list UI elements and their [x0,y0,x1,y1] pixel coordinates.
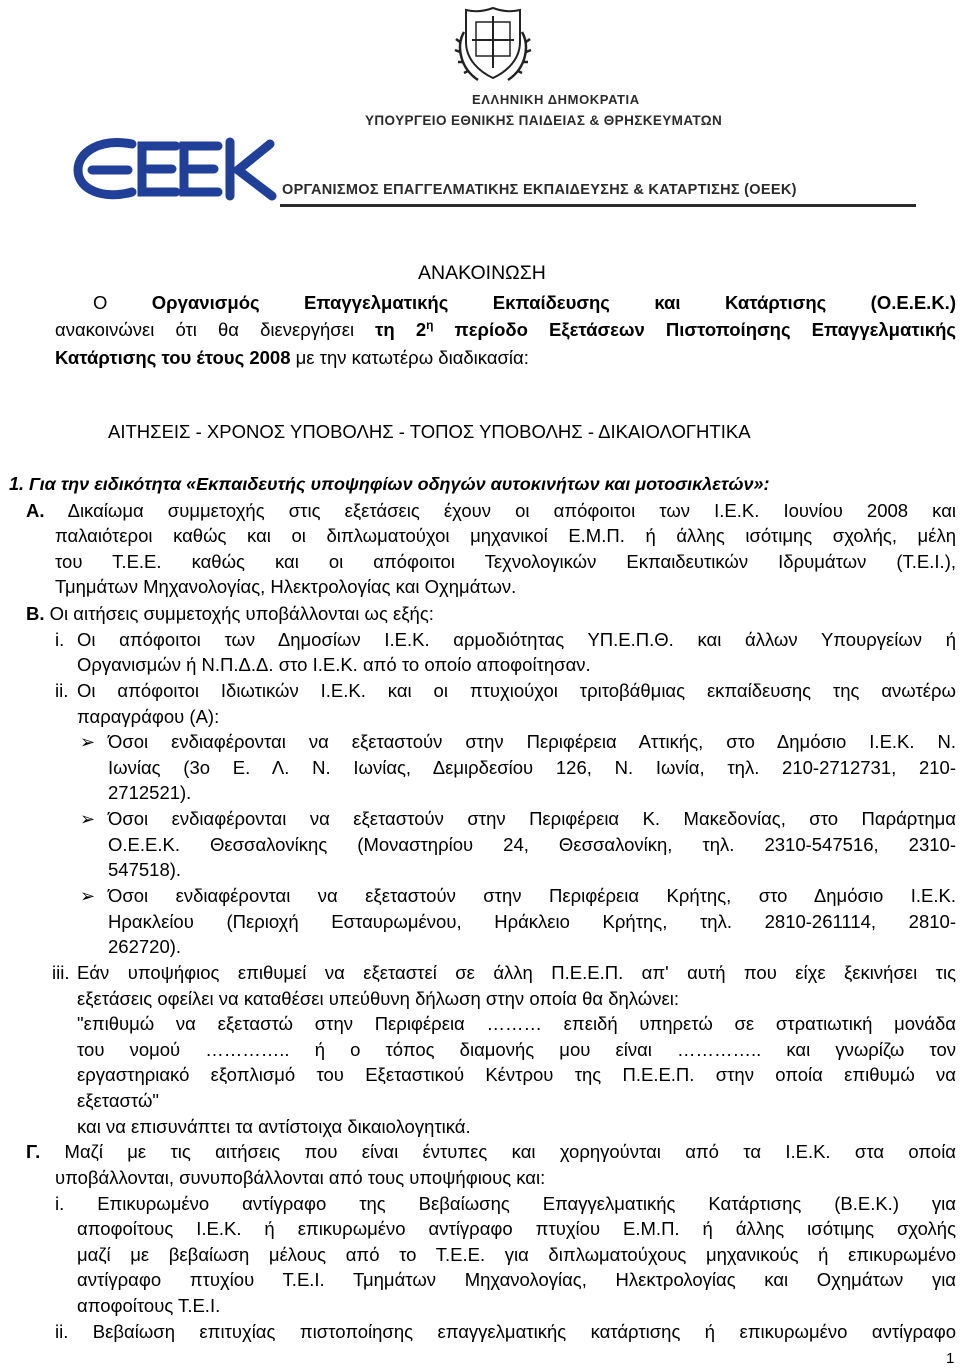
section-g-text: Μαζί με τις αιτήσεις που είναι έντυπες και χορηγούνται από τα Ι.Ε.Κ. στα οποία [40,1141,956,1162]
intro-text: Ο [93,292,152,313]
intro-text: ανακοινώνει ότι θα διενεργήσει [55,319,376,340]
item-iii-line-7: και να επισυνάπτει τα αντίστοιχα δικαιολογητικά. [77,1116,471,1137]
section-g-label: Γ. [26,1141,41,1162]
intro-line-2 [55,319,956,341]
bullet-3-line-1: Όσοι ενδιαφέρονται να εξεταστούν στην Περιφέρεια Κρήτης, στο Δημόσιο Ι.Ε.Κ. [108,885,956,906]
item-1-heading: 1. Για την ειδικότητα «Εκπαιδευτής υποψηφίων οδηγών αυτοκινήτων και μοτοσικλετών»: [9,474,770,494]
section-g-i-line-2: αποφοίτους Ι.Ε.Κ. ή επικυρωμένο αντίγραφο πτυχίου Ε.Μ.Π. ή άλλης ισότιμης σχολής [77,1218,956,1239]
page-title: ΑΝΑΚΟΙΝΩΣΗ [418,262,546,284]
section-a-line-4: Τμημάτων Μηχανολογίας, Ηλεκτρολογίας και Οχημάτων. [55,576,517,597]
bullet-2-line-1: Όσοι ενδιαφέρονται να εξεταστούν στην Περιφέρεια Κ. Μακεδονίας, στο Παράρτημα [108,808,956,829]
greek-coat-of-arms-icon [452,2,534,86]
item-i-label: i. [55,629,65,650]
section-a-label: Α. [26,500,45,521]
item-iii-line-1: Εάν υποψήφιος επιθυμεί να εξεταστεί σε άλλη Π.Ε.Ε.Π. απ' αυτή που είχε ξεκινήσει τις [77,962,956,983]
item-i-line-2: Οργανισμών ή Ν.Π.Δ.Δ. στο Ι.Ε.Κ. από το οποίο αποφοίτησαν. [77,654,591,675]
arrow-bullet-icon: ➢ [80,886,96,906]
ministry-name: ΥΠΟΥΡΓΕΙΟ ΕΘΝΙΚΗΣ ΠΑΙΔΕΙΑΣ & ΘΡΗΣΚΕΥΜΑΤΩΝ [365,113,723,128]
government-name: ΕΛΛΗΝΙΚΗ ΔΗΜΟΚΡΑΤΙΑ [472,92,640,107]
bullet-1-line-2: Ιωνίας (3ο Ε. Λ. Ν. Ιωνίας, Δεμιρδεσίου 126, Ν. Ιωνία, τηλ. 210-2712731, 210- [108,757,956,778]
org-name-bold: Οργανισμός Επαγγελματικής Εκπαίδευσης και Κατάρτισης (Ο.Ε.Ε.Κ.) [151,292,956,313]
section-b-label: Β. [26,603,45,624]
item-iii-line-4: του νομού ………….. ή ο τόπος διαμονής μου είναι ………….. και γνωρίζω τον [77,1039,956,1060]
ordinal-sup: η [426,317,434,332]
item-ii-line-2: παραγράφου (Α): [77,706,220,727]
item-ii-label: ii. [55,680,69,701]
section-g-ii-line-1: ii. Βεβαίωση επιτυχίας πιστοποίησης επαγγελματικής κατάρτισης ή επικυρωμένο αντίγραφο [55,1321,956,1342]
header-rule [280,204,916,207]
intro-line-3 [55,347,529,369]
section-g-i-line-3: μαζί με βεβαίωση μέλους από το Τ.Ε.Ε. για διπλωματούχους μηχανικούς ή επικυρωμένο [77,1244,956,1265]
section-g-line-1 [26,1141,956,1163]
section-a-text: Δικαίωμα συμμετοχής στις εξετάσεις έχουν οι απόφοιτοι των Ι.Ε.Κ. Ιουνίου 2008 και [44,500,956,521]
section-a-line-1 [26,500,956,522]
section-a-line-3: του Τ.Ε.Ε. καθώς και οι απόφοιτοι Τεχνολογικών Εκπαιδευτικών Ιδρυμάτων (Τ.Ε.Ι.), [55,551,956,572]
section-g-i-line-1: i. Επικυρωμένο αντίγραφο της Βεβαίωσης Επαγγελματικής Κατάρτισης (Β.Ε.Κ.) για [55,1193,956,1214]
item-iii-line-6: εξεταστώ" [77,1090,159,1111]
bullet-1-line-1: Όσοι ενδιαφέρονται να εξεταστούν στην Περιφέρεια Αττικής, στο Δημόσιο Ι.Ε.Κ. Ν. [108,731,956,752]
item-ii-line-1: Οι απόφοιτοι Ιδιωτικών Ι.Ε.Κ. και οι πτυχιούχοι τριτοβάθμιας εκπαίδευσης της ανωτέρω [77,680,956,701]
item-iii-label: iii. [52,962,70,983]
section-b-text: Οι αιτήσεις συμμετοχής υποβάλλονται ως εξής: [44,603,434,624]
item-iii-line-5: εργαστηριακό εξοπλισμό του Εξεταστικού Κέντρου της Π.Ε.Ε.Π. στην οποία επιθυμώ να [77,1064,956,1085]
period-text: τη 2 [375,319,427,340]
section-g-i-line-4: αντίγραφο πτυχίου Τ.Ε.Ι. Τμημάτων Μηχανολογίας, Ηλεκτρολογίας και Οχημάτων για [77,1269,956,1290]
oeek-logo [70,134,280,204]
item-iii-line-2: εξετάσεις οφείλει να καταθέσει υπεύθυνη δήλωση στην οποία θα δηλώνει: [77,988,679,1009]
section-b-line-1 [26,603,434,625]
section-g-i-line-5: αποφοίτους Τ.Ε.Ι. [77,1295,221,1316]
bullet-1-line-3: 2712521). [108,782,192,803]
bullet-3-line-2: Ηρακλείου (Περιοχή Εσταυρωμένου, Ηράκλειο Κρήτης, τηλ. 2810-261114, 2810- [108,911,956,932]
page-number: 1 [946,1350,955,1367]
section-heading: ΑΙΤΗΣΕΙΣ - ΧΡΟΝΟΣ ΥΠΟΒΟΛΗΣ - ΤΟΠΟΣ ΥΠΟΒΟΛΗΣ - ΔΙΚΑΙΟΛΟΓΗΤΙΚΑ [108,421,751,442]
item-iii-line-3: "επιθυμώ να εξεταστώ στην Περιφέρεια ……… επειδή υπηρετώ σε στρατιωτική μονάδα [77,1013,956,1034]
bullet-2-line-2: Ο.Ε.Ε.Κ. Θεσσαλονίκης (Μοναστηρίου 24, Θεσσαλονίκη, τηλ. 2310-547516, 2310- [108,834,956,855]
intro-text: με την κατωτέρω διαδικασία: [290,347,529,368]
section-g-line-2: υποβάλλονται, συνυποβάλλονται από τους υποψήφιους και: [55,1167,546,1188]
arrow-bullet-icon: ➢ [80,809,96,829]
item-i-line-1: Οι απόφοιτοι των Δημοσίων Ι.Ε.Κ. αρμοδιότητας ΥΠ.Ε.Π.Θ. και άλλων Υπουργείων ή [77,629,956,650]
bullet-2-line-3: 547518). [108,859,182,880]
exam-text: περίοδο Εξετάσεων Πιστοποίησης Επαγγελματικής [433,319,956,340]
intro-line-1 [93,292,956,314]
bullet-3-line-3: 262720). [108,936,182,957]
arrow-bullet-icon: ➢ [80,732,96,752]
section-a-line-2: παλαιότεροι καθώς και οι διπλωματούχοι μηχανικοί Ε.Μ.Π. ή άλλης ισότιμης σχολής, μέλη [55,525,956,546]
organization-name: ΟΡΓΑΝΙΣΜΟΣ ΕΠΑΓΓΕΛΜΑΤΙΚΗΣ ΕΚΠΑΙΔΕΥΣΗΣ & ΚΑΤΑΡΤΙΣΗΣ (ΟΕΕΚ) [282,182,797,198]
year-text: Κατάρτισης του έτους 2008 [55,347,291,368]
